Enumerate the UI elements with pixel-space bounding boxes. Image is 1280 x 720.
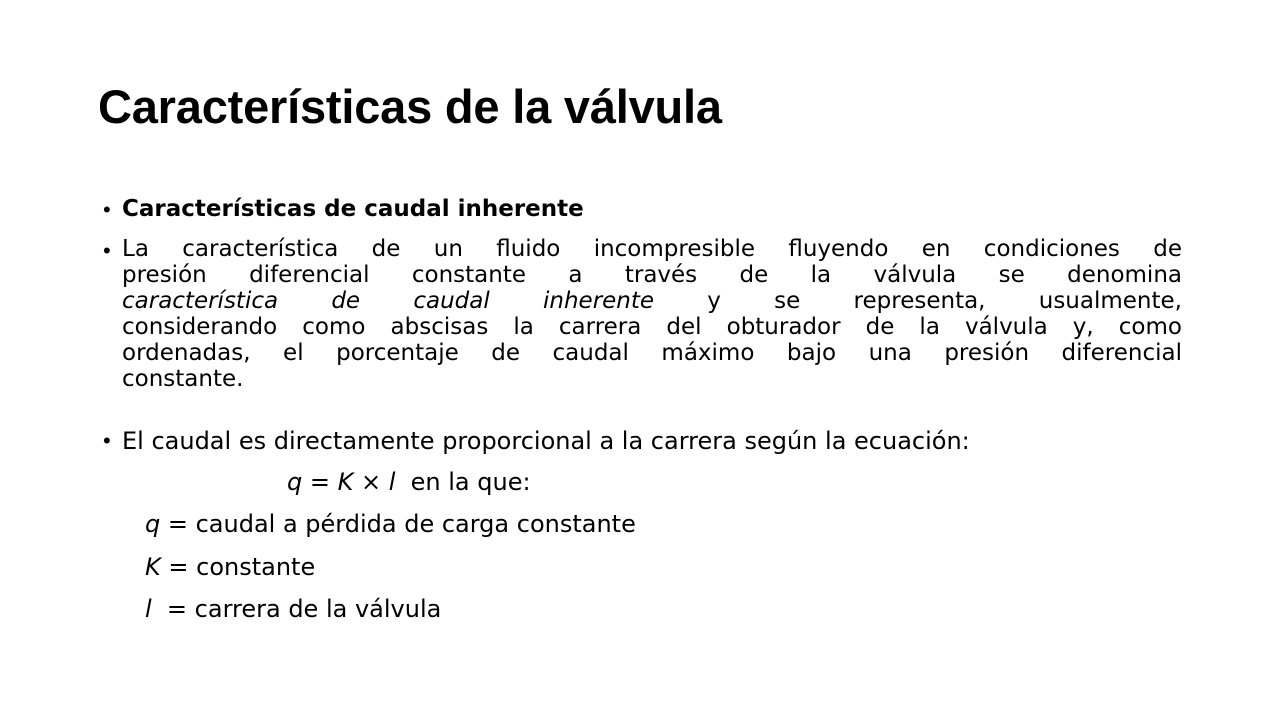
formula-expression: q = K × l	[287, 468, 396, 496]
paragraph-line: La característica de un fluido incompresible fluyendo en condiciones de	[122, 236, 1182, 262]
bullet-marker: •	[103, 238, 111, 263]
paragraph-italic-term: característica de caudal inherente	[122, 288, 655, 314]
bullet-equation-intro: El caudal es directamente proporcional a la carrera según la ecuación:	[122, 427, 970, 455]
definition-l	[145, 592, 441, 626]
paragraph-line	[122, 288, 1182, 314]
paragraph-line: considerando como abscisas la carrera del obturador de la válvula y, como	[122, 314, 1182, 340]
definition-text: = caudal a pérdida de carga constante	[160, 510, 636, 538]
definition-text: = carrera de la válvula	[151, 595, 442, 623]
formula-suffix: en la que:	[395, 468, 531, 496]
paragraph-line: ordenadas, el porcentaje de caudal máximo bajo una presión diferencial	[122, 340, 1182, 366]
definition-q	[145, 507, 636, 541]
paragraph-text: y se representa, usualmente,	[654, 288, 1182, 314]
bullet-marker: •	[103, 197, 111, 222]
paragraph-line: constante.	[122, 366, 244, 392]
bullet-marker: •	[103, 428, 111, 453]
slide-title: Características de la válvula	[98, 80, 722, 133]
bullet-paragraph	[122, 236, 1182, 392]
definition-symbol: l	[145, 595, 152, 623]
definition-symbol: K	[145, 553, 161, 581]
bullet-heading: Características de caudal inherente	[122, 196, 584, 222]
paragraph-line: presión diferencial constante a través de la válvula se denomina	[122, 262, 1182, 288]
definition-k	[145, 550, 315, 584]
definition-symbol: q	[145, 510, 161, 538]
formula-line	[287, 465, 531, 499]
definition-text: = constante	[160, 553, 316, 581]
